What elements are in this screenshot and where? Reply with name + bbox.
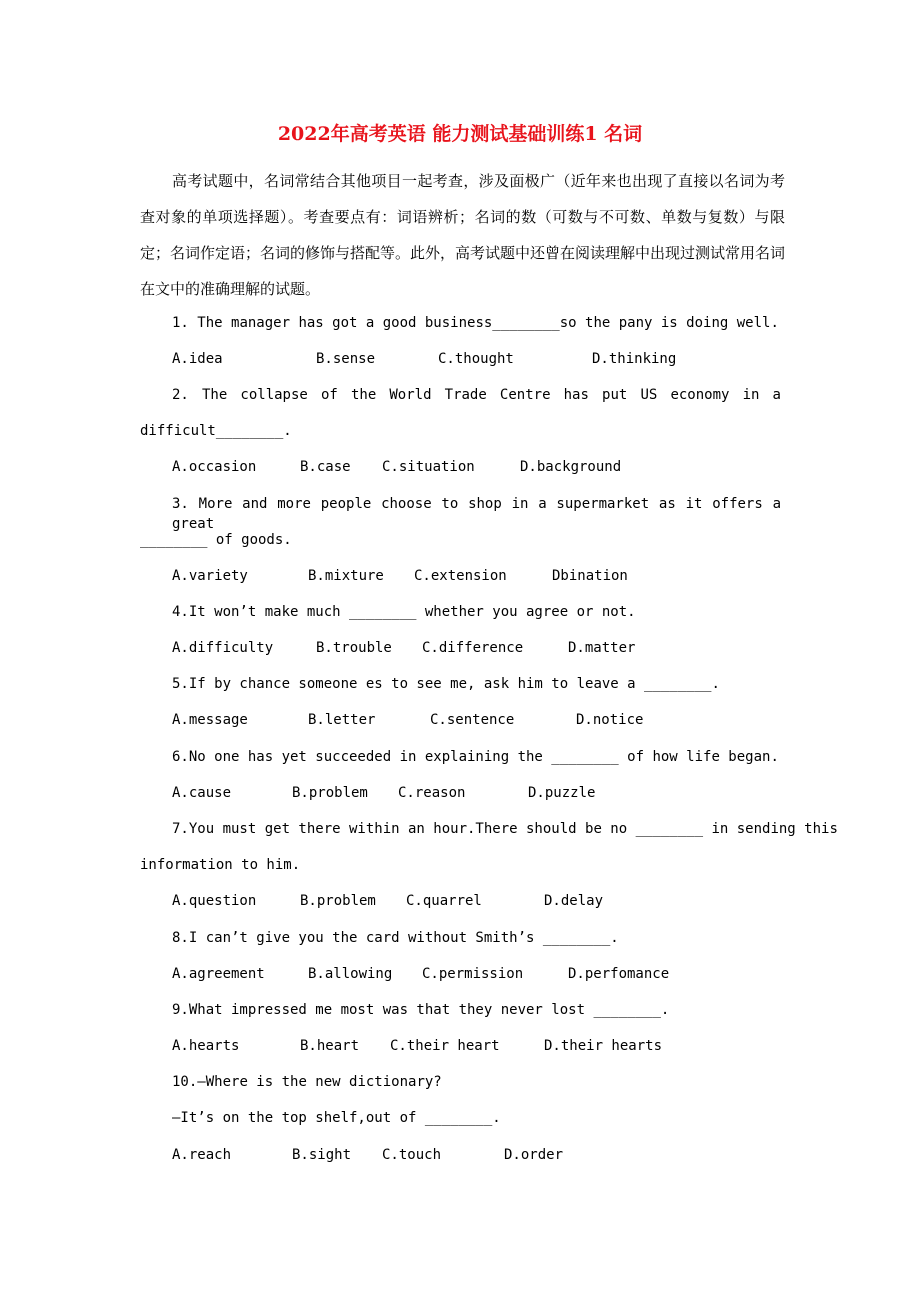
option-4c: C.difference xyxy=(422,640,524,656)
option-6c: C.reason xyxy=(398,785,466,801)
question-1 xyxy=(172,313,779,333)
question-10 xyxy=(172,1072,442,1092)
question-number: 7. xyxy=(172,821,189,837)
question-number: 8. xyxy=(172,930,189,946)
question-stem: It won’t make much ________ whether you agree or not. xyxy=(188,604,636,620)
option-10c: C.touch xyxy=(382,1147,442,1163)
option-2b: B.case xyxy=(300,459,351,475)
option-9d: D.their hearts xyxy=(544,1038,663,1054)
option-2a: A.occasion xyxy=(172,459,257,475)
option-4d: D.matter xyxy=(568,640,636,656)
intro-paragraph: 高考试题中，名词常结合其他项目一起考查，涉及面极广（近年来也出现了直接以名词为考查对象的单项选择题）。考查要点有：词语辨析；名词的数（可数与不可数、单数与复数）与限定；名词作定语；名词的修饰与搭配等。此外，高考试题中还曾在阅读理解中出现过测试常用名词在文中的准确理解的试题。 xyxy=(140,172,786,298)
question-stem: If by chance someone es to see me, ask him to leave a ________. xyxy=(188,676,720,692)
option-1c: C.thought xyxy=(438,351,514,367)
question-number: 5. xyxy=(172,676,189,692)
document-title: 2022年高考英语 能力测试基础训练1 名词 xyxy=(277,123,643,145)
option-3a: A.variety xyxy=(172,568,248,584)
question-4 xyxy=(172,602,636,622)
question-stem: More and more people choose to shop in a supermarket as it offers a great xyxy=(172,496,781,532)
option-8c: C.permission xyxy=(422,966,524,982)
option-7d: D.delay xyxy=(544,893,604,909)
option-4a: A.difficulty xyxy=(172,640,274,656)
option-5c: C.sentence xyxy=(430,712,515,728)
option-1a: A.idea xyxy=(172,351,223,367)
option-4b: B.trouble xyxy=(316,640,392,656)
option-2c: C.situation xyxy=(382,459,475,475)
option-6a: A.cause xyxy=(172,785,232,801)
option-3d: Dbination xyxy=(552,568,628,584)
option-6b: B.problem xyxy=(292,785,368,801)
option-10b: B.sight xyxy=(292,1147,352,1163)
option-5d: D.notice xyxy=(576,712,644,728)
question-3 xyxy=(172,494,781,534)
option-6d: D.puzzle xyxy=(528,785,596,801)
question-5 xyxy=(172,674,720,694)
question-number: 10. xyxy=(172,1074,198,1090)
question-stem: I can’t give you the card without Smith’s ________. xyxy=(188,930,619,946)
option-1d: D.thinking xyxy=(592,351,677,367)
option-5a: A.message xyxy=(172,712,248,728)
question-number: 3. xyxy=(172,496,189,512)
question-10-reply: —It’s on the top shelf,out of ________. xyxy=(172,1110,501,1126)
question-number: 1. xyxy=(172,315,189,331)
dialog-line: —Where is the new dictionary? xyxy=(197,1074,442,1090)
question-2-continued: difficult________. xyxy=(140,423,292,439)
option-5b: B.letter xyxy=(308,712,376,728)
option-3c: C.extension xyxy=(414,568,507,584)
question-7 xyxy=(172,819,838,839)
option-9c: C.their heart xyxy=(390,1038,500,1054)
option-9b: B.heart xyxy=(300,1038,360,1054)
question-6 xyxy=(172,747,779,767)
question-number: 4. xyxy=(172,604,189,620)
option-10a: A.reach xyxy=(172,1147,232,1163)
question-stem: The manager has got a good business________so the pany is doing well. xyxy=(197,315,779,331)
option-9a: A.hearts xyxy=(172,1038,240,1054)
option-8a: A.agreement xyxy=(172,966,265,982)
question-number: 2. xyxy=(172,387,189,403)
option-7b: B.problem xyxy=(300,893,376,909)
question-9 xyxy=(172,1000,669,1020)
option-3b: B.mixture xyxy=(308,568,384,584)
option-7a: A.question xyxy=(172,893,257,909)
question-number: 6. xyxy=(172,749,189,765)
question-2 xyxy=(172,385,781,405)
question-number: 9. xyxy=(172,1002,189,1018)
option-8d: D.perfomance xyxy=(568,966,670,982)
option-7c: C.quarrel xyxy=(406,893,482,909)
question-8 xyxy=(172,928,619,948)
question-stem: What impressed me most was that they never lost ________. xyxy=(188,1002,670,1018)
option-8b: B.allowing xyxy=(308,966,393,982)
question-stem: No one has yet succeeded in explaining the ________ of how life began. xyxy=(188,749,779,765)
option-10d: D.order xyxy=(504,1147,564,1163)
option-1b: B.sense xyxy=(316,351,376,367)
option-2d: D.background xyxy=(520,459,622,475)
question-3-continued: ________ of goods. xyxy=(140,532,292,548)
question-stem: The collapse of the World Trade Centre has put US economy in a xyxy=(202,387,781,403)
question-stem: You must get there within an hour.There should be no ________ in sending this xyxy=(188,821,838,837)
question-7-continued: information to him. xyxy=(140,857,301,873)
